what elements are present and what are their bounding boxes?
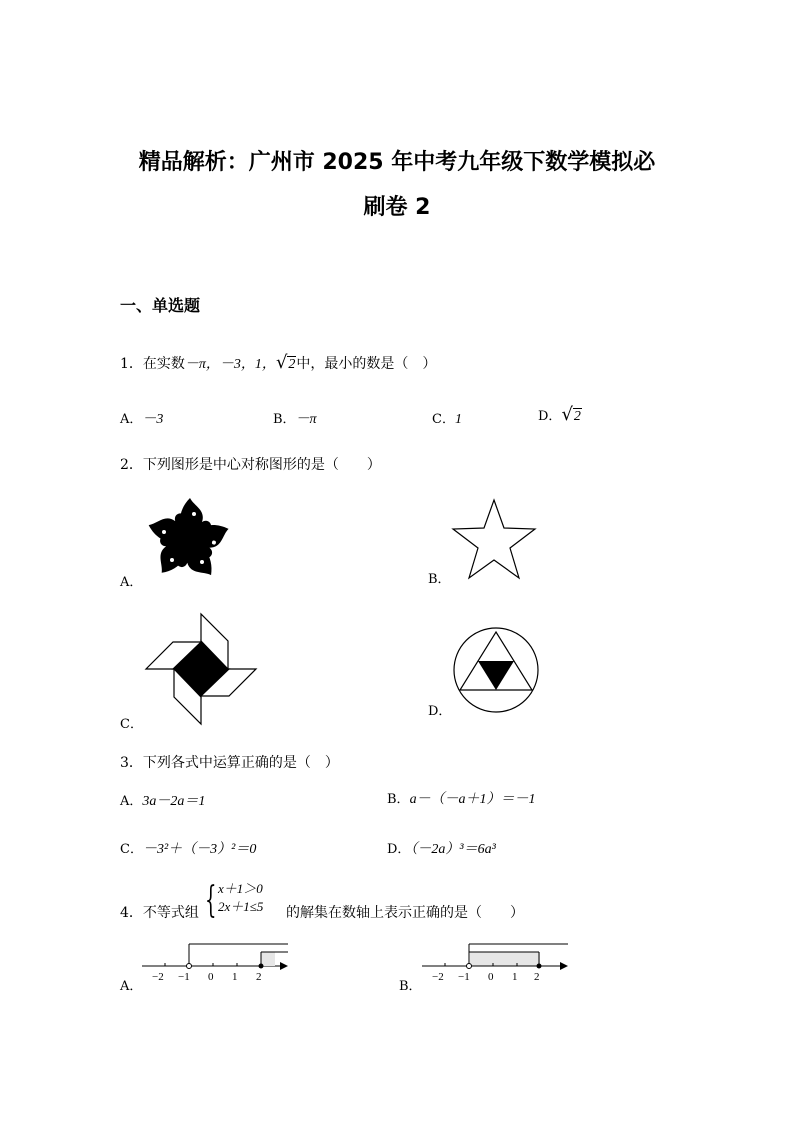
q1-terms: －π，－3，1， [184, 357, 276, 372]
q3-option-c[interactable]: C．－3²＋（－3）²＝0 [120, 842, 257, 857]
question-2-stem: 2．下列图形是中心对称图形的是（ ） [120, 457, 381, 473]
question-1-stem [120, 352, 436, 373]
radical-icon: √ [275, 352, 288, 373]
q1-option-a[interactable]: A．－3 [120, 412, 164, 427]
bauhinia-icon[interactable] [140, 496, 236, 584]
q2-label-a[interactable]: A． [120, 575, 143, 590]
title-line-1: 精品解析：广州市 2025 年中考九年级下数学模拟必 [138, 150, 656, 175]
section-heading: 一、单选题 [120, 296, 201, 315]
q1-option-b[interactable]: B．－π [273, 412, 317, 427]
q1-prefix: 1．在实数 [120, 356, 185, 372]
triangle-in-circle-icon[interactable] [452, 626, 540, 714]
q4-prefix: 4．不等式组 [120, 905, 199, 921]
q4-system [218, 880, 263, 916]
title-line-2: 刷卷 2 [363, 195, 431, 220]
q1-sqrt: √2 [275, 352, 296, 373]
number-line-a[interactable] [142, 940, 290, 990]
q2-label-b[interactable]: B． [428, 572, 451, 587]
page-title [100, 140, 694, 230]
q4-ineq-1: x＋1＞0 [218, 881, 263, 896]
q1-option-d-sqrt: √2 [561, 404, 581, 425]
pinwheel-icon[interactable] [144, 612, 258, 726]
q3-option-d[interactable]: D．（－2a）³＝6a³ [387, 842, 496, 857]
number-line-b[interactable] [422, 940, 570, 990]
q1-option-c[interactable]: C．1 [432, 412, 462, 427]
q1-suffix: 中，最小的数是（ ） [296, 356, 437, 372]
star-icon[interactable] [450, 498, 538, 580]
q3-option-b[interactable]: B．a－（－a＋1）＝－1 [387, 792, 536, 807]
q3-option-a[interactable]: A．3a－2a＝1 [120, 794, 206, 809]
q2-label-c[interactable]: C． [120, 717, 143, 732]
left-brace-icon: { [205, 880, 217, 921]
arrow-right-icon [280, 962, 288, 970]
question-3-stem: 3．下列各式中运算正确的是（ ） [120, 755, 339, 771]
q1-option-d[interactable]: D．√2 [538, 404, 581, 425]
radical-icon: √ [561, 404, 573, 425]
q4-suffix: 的解集在数轴上表示正确的是（ ） [286, 905, 524, 921]
arrow-right-icon [560, 962, 568, 970]
q2-label-d[interactable]: D． [428, 704, 452, 719]
q4-label-b[interactable]: B． [399, 979, 422, 994]
q4-ineq-2: 2x＋1≤5 [218, 899, 264, 914]
q4-label-a[interactable]: A． [120, 979, 143, 994]
